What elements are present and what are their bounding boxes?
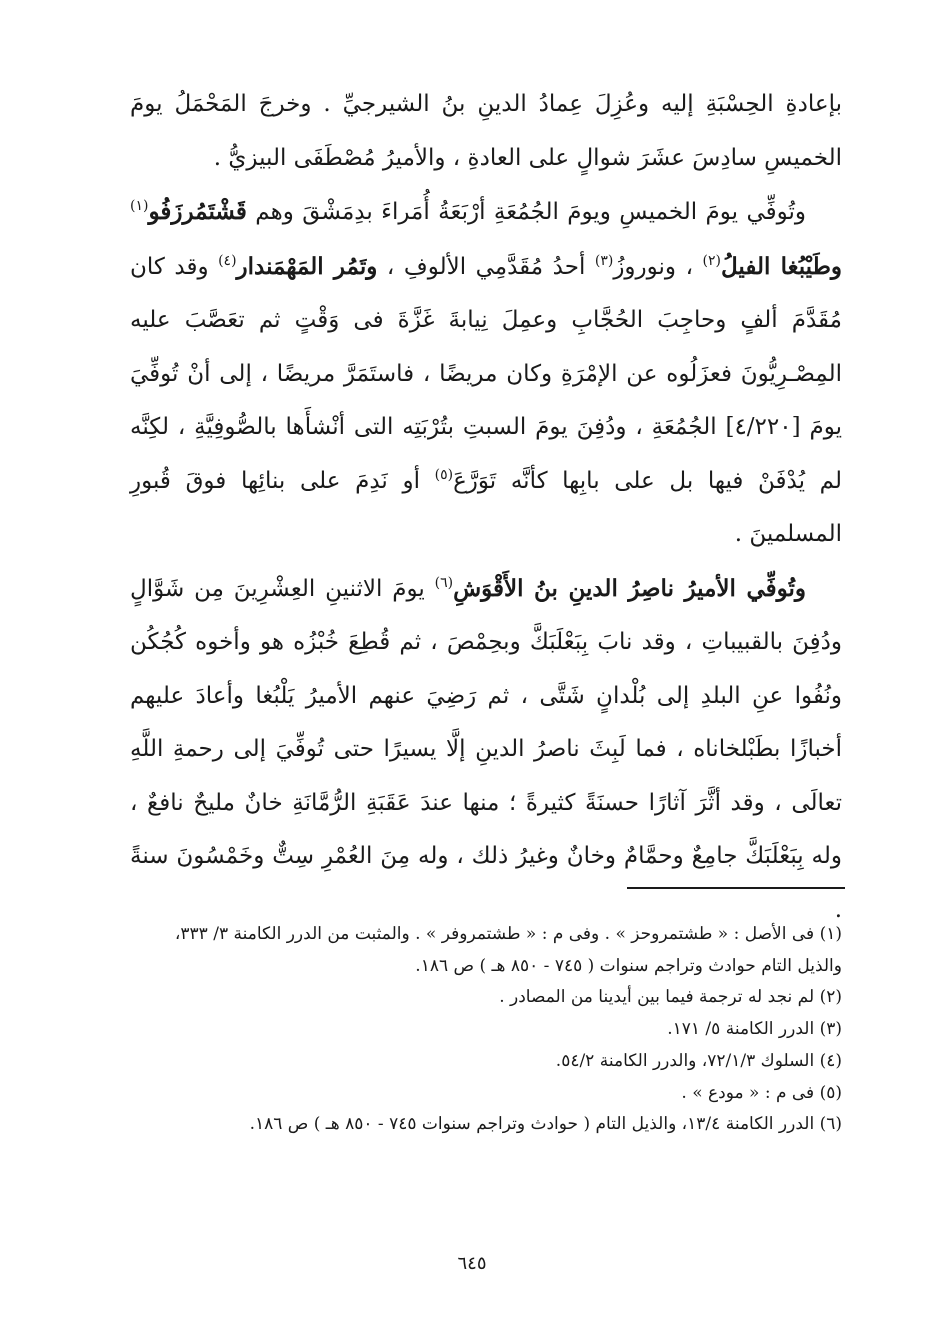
paragraph-2-text-4: أحدُ مُقَدَّمِي الألوفِ ، xyxy=(377,253,595,280)
main-text xyxy=(130,78,842,937)
paragraph-3 xyxy=(130,562,842,938)
footnote-4: (٤) السلوك ٧٢/١/٣، والدرر الكامنة ٥٤/٢. xyxy=(555,1050,842,1071)
footnote-separator xyxy=(627,887,845,889)
footnote-marker-2: (٢) xyxy=(702,252,721,269)
paragraph-3-text: يومَ الاثنينِ العِشْرِينَ مِن شَوَّالٍ ودُفِنَ بالقبيباتِ ، وقد نابَ بِبَعْلَبَكَّ وبحِمْصَ ، ثم قُطِعَ خُبْزُه هو وأخوه كُجُكُن ونُفُوا عنِ البلدِ إلى بُلْدانٍ شَتَّى ، ثم رَضِيَ عنهم الأميرُ يَلْبُغا وأعادَ عليهم أخبازًا بطَبْلخاناه ، فما لَبِثَ ناصرُ الدينِ إلَّا يسيرًا حتى تُوفِّيَ إلى رحمةِ اللَّهِ تعالَى ، وقد أثَّرَ آثارًا حسنَةً كثيرةً ؛ منها عندَ عَقَبَةِ الرُّمَّانَةِ خانٌ مليحٌ نافعٌ ، وله بِبَعْلَبَكَّ جامِعٌ وحمَّامٌ وخانٌ وغيرُ ذلك ، وله مِنَ العُمْرِ سِتٌّ وخَمْسُونَ سنةً . xyxy=(130,575,842,923)
footnote-marker-4: (٤) xyxy=(218,252,237,269)
footnote-6: (٦) الدرر الكامنة ١٣/٤، والذيل التام ( حوادث وتراجم سنوات ٧٤٥ - ٨٥٠ هـ ) ص ١٨٦. xyxy=(249,1114,842,1135)
paragraph-2-text-1: وتُوفِّي يومَ الخميسِ ويومَ الجُمُعَةِ أرْبَعَةُ أُمَراءَ بدِمَشْقَ وهم xyxy=(246,199,806,225)
emir-name-tamur: وتَمُر المَهْمَندار xyxy=(236,252,378,280)
footnote-1: (١) فى الأصل : « طشتمروحز » . وفى م : « طشتمروفر » . والمثبت من الدرر الكامنة ٣/ ٣٣٣، والذيل التام حوادث وتراجم سنوات ( ٧٤٥ - ٨٥٠ هـ ) ص ١٨٦. xyxy=(174,924,842,976)
paragraph-2 xyxy=(130,185,842,562)
footnotes xyxy=(130,919,842,1141)
paragraph-2-text-3: ، ونوروزُ xyxy=(613,253,703,280)
footnote-5: (٥) فى م : « مودع » . xyxy=(681,1082,842,1103)
footnote-marker-6: (٦) xyxy=(434,574,454,591)
footnote-marker-1: (١) xyxy=(130,198,149,214)
page-number: ٦٤٥ xyxy=(457,1253,487,1274)
emir-name-taybugha: وطَيْبُغا الفيلُ xyxy=(720,252,842,280)
paragraph-1: بإعادةِ الحِسْبَةِ إليه وعُزِلَ عِمادُ الدينِ بنُ الشيرجيِّ . وخرجَ المَحْمَلُ يومَ الخميسِ سادِسَ عشَرَ شوالٍ على العادةِ ، والأميرُ مُصْطَفَى البيزيُّ . xyxy=(130,91,842,171)
emir-name-nasir-al-din: وتُوفِّي الأميرُ ناصِرُ الدينِ بنُ الأَقْوَشِ xyxy=(453,574,806,602)
footnote-3: (٣) الدرر الكامنة ٥/ ١٧١. xyxy=(667,1019,842,1040)
emir-name-qashtamur: قَشْتَمُرزَفُو xyxy=(148,198,247,225)
footnote-2: (٢) لم نجد له ترجمة فيما بين أيدينا من المصادر . xyxy=(499,987,842,1008)
footnote-marker-3: (٣) xyxy=(594,252,614,269)
footnote-marker-5: (٥) xyxy=(434,466,454,483)
paragraph-2-text-5: وقد كان مُقَدَّمَ ألفٍ وحاجِبَ الحُجَّابِ وعمِلَ نِيابةَ غَزَّةَ فى وَقْتٍ ثم تعَصَّبَ عليه المِصْـرِيُّونَ فعزَلُوه عن الإمْرَةِ وكان مريضًا ، فاستَمَرَّ مريضًا ، إلى أنْ تُوفِّيَ يومَ [٤/٢٢٠] الجُمُعَةِ ، ودُفِنَ يومَ السبتِ بتُرْبَتِه التى أنْشأَها بالصُّوفِيَّةِ ، لكِنَّه لم يُدْفَنْ فيها بل على بابِها كأنَّه تَوَرَّعَ xyxy=(130,253,843,494)
paragraph-2-text-6: أو نَدِمَ على بنائِها فوقَ قُبورِ المسلمينَ . xyxy=(130,467,842,547)
